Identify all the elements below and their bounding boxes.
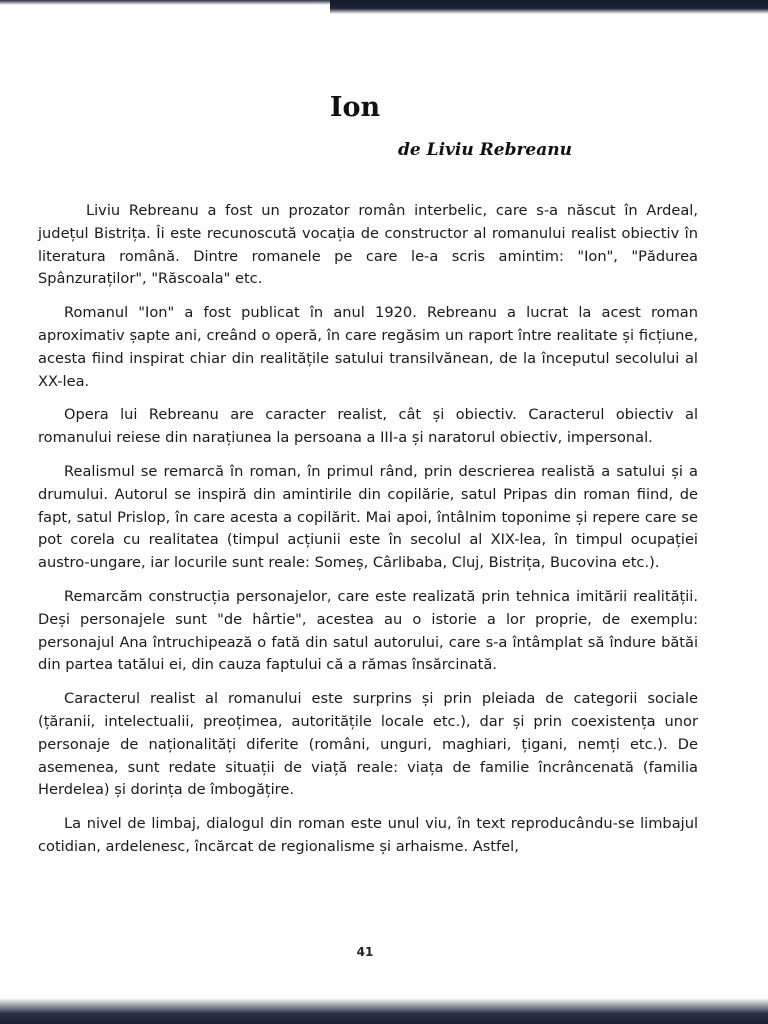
paragraph: La nivel de limbaj, dialogul din roman este unul viu, în text reproducându-se limbajul cotidian, ardelenesc, încărcat de regionalisme și arhaisme. Astfel, (38, 815, 698, 855)
paragraph: Liviu Rebreanu a fost un prozator român interbelic, care s-a născut în Ardeal, județul Bistrița. Îi este recunoscută vocația de constructor al romanului realist obiectiv în literatura română. Dintre romanele pe care le-a scris amintim: "Ion", "Pădurea Spânzuraților", "Răscoala" etc. (38, 202, 698, 288)
paragraph: Caracterul realist al romanului este surprins și prin pleiada de categorii sociale (țăranii, intelectualii, preoțimea, autoritățile locale etc.), dar și prin coexistența unor personaje de naționalități diferite (români, unguri, maghiari, țigani, nemți etc.). De asemenea, sunt redate situații de viață reale: viața de familie încrâncenată (familia Herdelea) și dorința de îmbogățire. (38, 690, 698, 799)
paragraph: Realismul se remarcă în roman, în primul rând, prin descrierea realistă a satului și a drumului. Autorul se inspiră din amintirile din copilărie, satul Pripas din roman fiind, de fapt, satul Prislop, în care acesta a copilărit. Mai apoi, întâlnim toponime și repere care se pot corela cu realitatea (timpul acțiunii este în secolul al XIX-lea, în timpul ocupației austro-ungare, iar locurile sunt reale: Someș, Cârlibaba, Cluj, Bistrița, Bucovina etc.). (38, 462, 698, 572)
page-number: 41 (356, 945, 374, 959)
top-edge-shadow (330, 0, 768, 14)
author-line: de Liviu Rebreanu (398, 140, 572, 160)
page-title: Ion (329, 92, 381, 123)
paragraph: Opera lui Rebreanu are caracter realist, cât și obiectiv. Caracterul obiectiv al romanului reiese din narațiunea la persoana a III-a și naratorul obiectiv, impersonal. (38, 406, 698, 447)
paragraph: Remarcăm construcția personajelor, care este realizată prin tehnica imitării realității. Deși personajele sunt "de hârtie", acestea au o istorie a lor proprie, de exemplu: personajul Ana întruchipează o fată din satul autorului, care s-a întâmplat să îndure bătăi din partea tatălui ei, din cauza faptului că a rămas însărcinată. (38, 587, 698, 674)
paragraph: Romanul "Ion" a fost publicat în anul 1920. Rebreanu a lucrat la acest roman aproximativ șapte ani, creând o operă, în care regăsim un raport între realitate și ficțiune, acesta fiind inspirat chiar din realitățile satului transilvănean, de la începutul secolului al XX-lea. (38, 304, 698, 390)
book-page (0, 14, 768, 998)
bottom-edge-shadow (0, 998, 768, 1024)
top-left-shadow (0, 0, 340, 5)
body-text (38, 200, 698, 870)
